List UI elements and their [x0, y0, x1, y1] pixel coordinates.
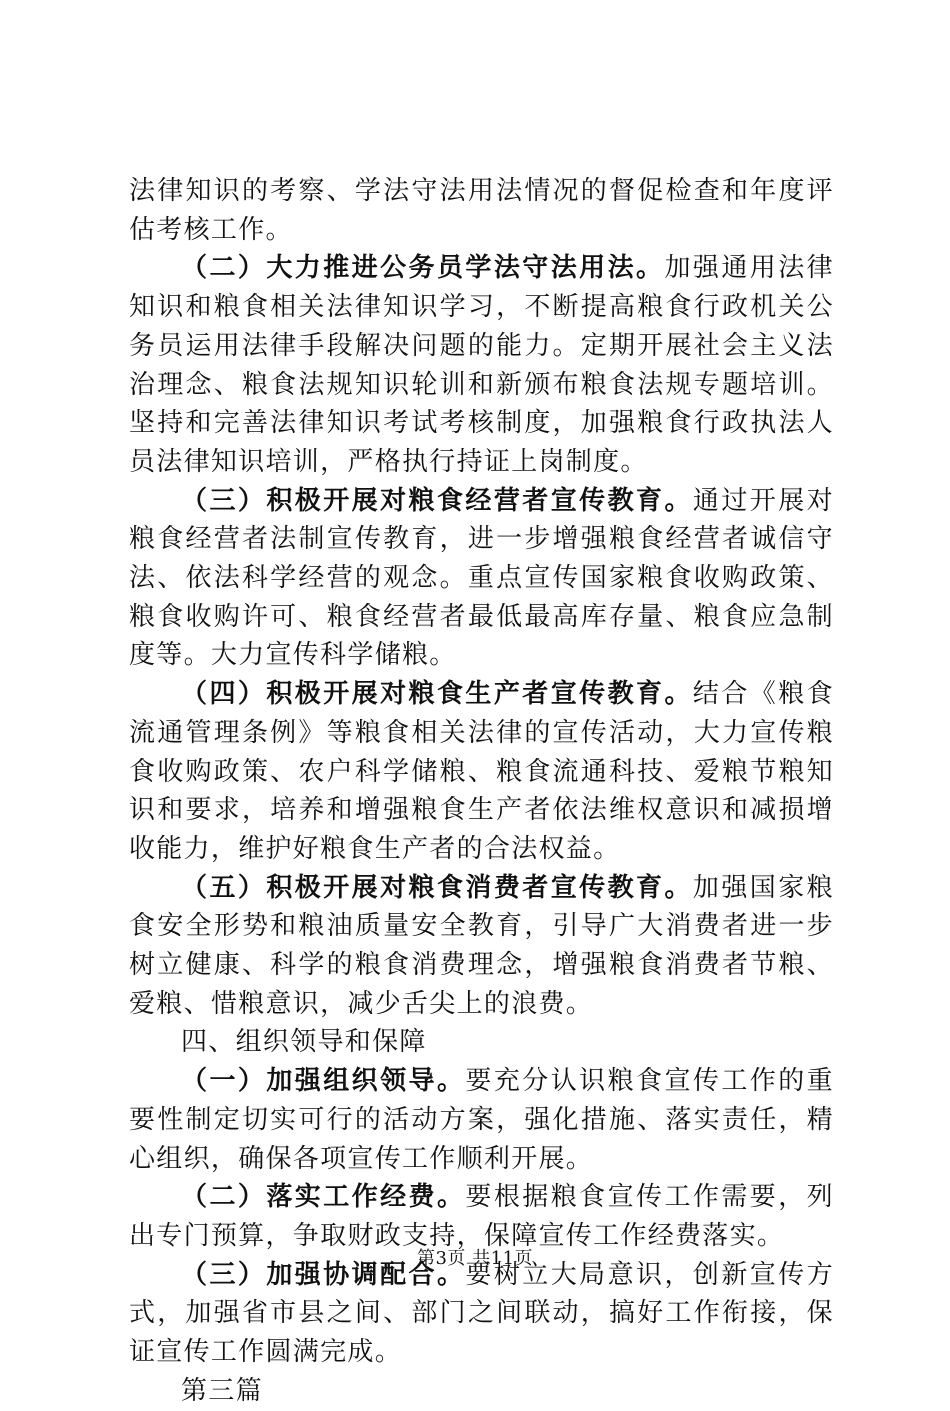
paragraph-3-lead: （三）积极开展对粮食经营者宣传教育。 — [181, 485, 693, 516]
paragraph-8-lead: （三）加强协调配合。 — [181, 1259, 466, 1290]
paragraph-5-lead: （五）积极开展对粮食消费者宣传教育。 — [181, 872, 693, 903]
paragraph-3-text: 通过开展对粮食经营者法制宣传教育，进一步增强粮食经营者诚信守法、依法科学经营的观念。重点宣传国家粮食收购政策、粮食收购许可、粮食经营者最低最高库存量、粮食应急制度等。大力宣传科学储粮。 — [129, 485, 834, 671]
paragraph-2-text: 加强通用法律知识和粮食相关法律知识学习，不断提高粮食行政机关公务员运用法律手段解决问题的能力。定期开展社会主义法治理念、粮食法规知识轮训和新颁布粮食法规专题培训。坚持和完善法律知识考试考核制度，加强粮食行政执法人员法律知识培训，严格执行持证上岗制度。 — [129, 253, 834, 477]
document-body — [129, 172, 834, 1411]
page-footer: 第3页 共11页 — [416, 1248, 534, 1269]
paragraph-2 — [129, 249, 834, 481]
paragraph-7-text: 要根据粮食宣传工作需要，列出专门预算，争取财政支持，保障宣传工作经费落实。 — [129, 1182, 834, 1251]
paragraph-5 — [129, 869, 834, 1024]
section-heading — [129, 1023, 834, 1062]
paragraph-2-lead: （二）大力推进公务员学法守法用法。 — [181, 253, 665, 284]
paragraph-6-lead: （一）加强组织领导。 — [181, 1066, 466, 1097]
chapter-label-text: 第三篇 — [181, 1375, 263, 1406]
paragraph-8 — [129, 1256, 834, 1372]
paragraph-4-text: 结合《粮食流通管理条例》等粮食相关法律的宣传活动，大力宣传粮食收购政策、农户科学储粮、粮食流通科技、爱粮节粮知识和要求，培养和增强粮食生产者依法维权意识和减损增收能力，维护好粮食生产者的合法权益。 — [129, 679, 834, 864]
paragraph-4-lead: （四）积极开展对粮食生产者宣传教育。 — [181, 679, 693, 710]
paragraph-7-lead: （二）落实工作经费。 — [181, 1182, 466, 1213]
paragraph-6-text: 要充分认识粮食宣传工作的重要性制定切实可行的活动方案，强化措施、落实责任，精心组织，确保各项宣传工作顺利开展。 — [129, 1066, 834, 1174]
paragraph-1 — [129, 172, 834, 249]
paragraph-8-text: 要树立大局意识，创新宣传方式，加强省市县之间、部门之间联动，搞好工作衔接，保证宣传工作圆满完成。 — [129, 1259, 834, 1368]
section-heading-text: 四、组织领导和保障 — [181, 1027, 427, 1058]
paragraph-4 — [129, 675, 834, 869]
chapter-label — [129, 1372, 834, 1411]
paragraph-3 — [129, 482, 834, 676]
paragraph-1-text: 法律知识的考察、学法守法用法情况的督促检查和年度评估考核工作。 — [129, 176, 834, 245]
paragraph-5-text: 加强国家粮食安全形势和粮油质量安全教育，引导广大消费者进一步树立健康、科学的粮食消费理念，增强粮食消费者节粮、爱粮、惜粮意识，减少舌尖上的浪费。 — [129, 872, 834, 1019]
paragraph-6 — [129, 1062, 834, 1178]
